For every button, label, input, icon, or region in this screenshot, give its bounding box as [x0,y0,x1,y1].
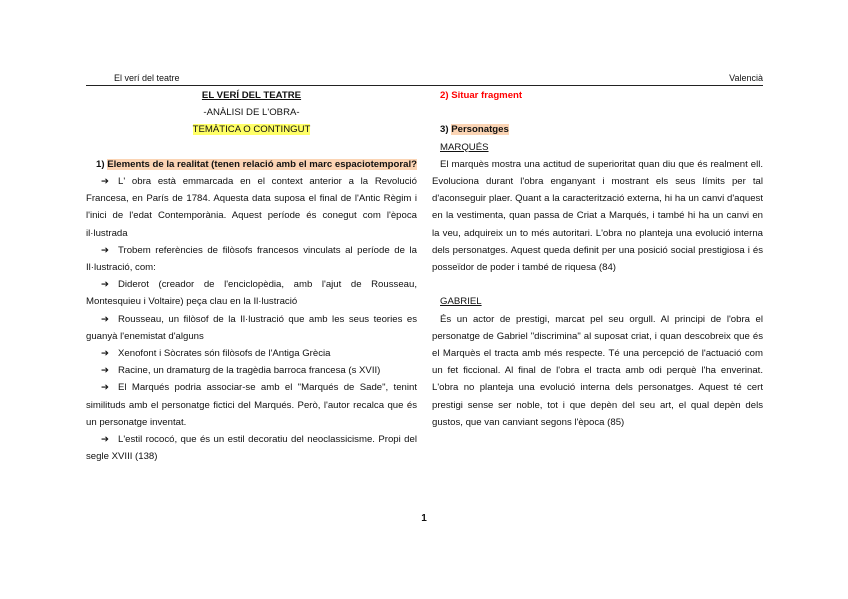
list-item [86,431,417,465]
marques-heading: MARQUÉS [440,141,489,153]
list-item [86,173,417,242]
arrow-icon: ➔ [100,313,110,325]
page-number: 1 [421,513,427,524]
list-item-text: Racine, un dramaturg de la tragèdia barroca francesa (s XVII) [118,365,381,377]
header-left: El verí del teatre [114,73,180,83]
list-item-text: Trobem referències de filòsofs francesos vinculats al període de la Il·lustració, com: [86,244,417,274]
list-item-text: Diderot (creador de l'enciclopèdia, amb l'ajut de Rousseau, Montesquieu i Voltaire) peça clau en la Il·lustració [86,279,417,308]
list-item [86,242,417,276]
spacer [432,104,763,121]
spacer [86,139,417,156]
arrow-icon: ➔ [100,434,110,446]
list-item-text: Rousseau, un filòsof de la Il·lustració que amb les seus teories es guanyà l'enemistat d'alguns [86,313,417,342]
running-header [86,72,763,86]
list-item-text: L'estil rococó, que és un estil decoratiu del neoclassicisme. Propi del segle XVIII (138) [86,434,417,463]
arrow-icon: ➔ [100,279,110,291]
arrow-icon: ➔ [100,365,110,377]
arrow-icon: ➔ [100,244,110,256]
arrow-icon: ➔ [100,348,110,360]
list-item [86,276,417,310]
section-2-heading: 2) Situar fragment [440,90,523,101]
doc-topic-line [86,121,417,138]
list-item-text: L' obra està emmarcada en el context anterior a la Revolució Francesa, en París de 1784. Aquesta data suposa el final de l'Antic Règim i l'inici de l'edat Contemporània. Aquest període és conegut com l'època il·lustrada [86,176,417,239]
section-1-title: Elements de la realitat (tenen relació amb el marc espaciotemporal? [107,158,417,170]
list-item [86,379,417,431]
title-block [86,87,417,139]
spacer [432,276,763,293]
gabriel-heading: GABRIEL [440,296,482,308]
list-item [86,311,417,345]
list-item [86,362,417,379]
left-column [86,87,417,465]
section-1-number: 1) [96,158,105,170]
gabriel-paragraph: És un actor de prestigi, marcat pel seu orgull. Al principi de l'obra el personatge de Gabriel "discrimina" al suposat criat, i quan descobreix que és el Marquès el tracta amb més respecte. Té una percepció de l'actuació com un fet ficcional. Al final de l'obra el tracta amb odi perquè l'ha enverinat. L'obra no planteja una evolució interna dels personatges. Aquest té cert prestigi sense ser noble, tot i que depèn del seu art, el qual depèn dels gustos, que van canviant segons l'època (85) [432,313,763,428]
section-3-title: Personatges [451,124,509,136]
marques-paragraph: El marquès mostra una actitud de superioritat quan diu que és realment ell. Evoluciona durant l'obra enganyant i mostrant els seus límits per tal d'aconseguir plaer. Quant a la caracterització externa, hi ha un canvi d'aquest en la vestimenta, quan passa de Criat a Marqués, i també hi ha un canvi en la veu, adquireix un to més autoritari. L'obra no planteja una evolució interna dels personatges. Aquest queda definit per una posició social prestigiosa i és posseïdor de poder i també de riquesa (84) [432,158,763,274]
arrow-icon: ➔ [100,382,110,394]
section-1-heading [86,156,417,173]
list-item-text: Xenofont i Sòcrates són filòsofs de l'Antiga Grècia [118,348,331,360]
doc-topic: TEMÀTICA O CONTINGUT [192,124,311,136]
list-item-text: El Marqués podria associar-se amb el "Marqués de Sade", tenint similituds amb el personatge fictici del Marqués. Però, l'autor recalca que és un personatge inventat. [86,382,417,428]
arrow-icon: ➔ [100,176,110,187]
section-3-heading [432,121,763,138]
list-item [86,345,417,362]
header-right: Valencià [729,73,763,83]
section-3-number: 3) [440,124,449,136]
right-column [432,87,763,431]
doc-title: EL VERÍ DEL TEATRE [201,90,302,101]
doc-subtitle: -ANÀLISI DE L'OBRA- [203,107,300,119]
